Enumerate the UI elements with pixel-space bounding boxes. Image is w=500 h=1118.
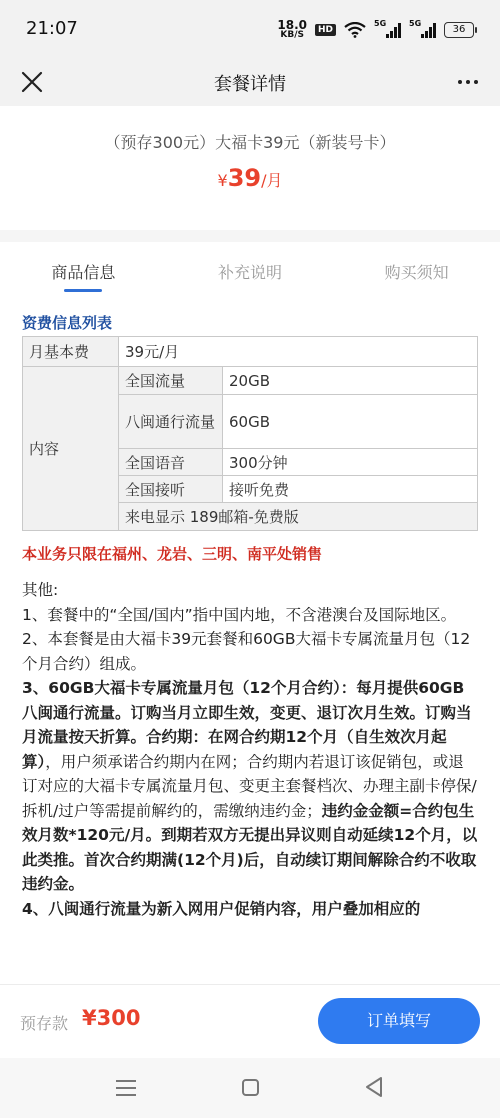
status-time: 21:07 bbox=[26, 18, 78, 39]
table-cell: 全国接听 bbox=[119, 476, 223, 503]
home-icon[interactable] bbox=[242, 1079, 259, 1096]
fee-table bbox=[22, 336, 478, 531]
table-row bbox=[23, 337, 478, 367]
notes-normal-text: ，用户须承诺合约期内在网；合约期内若退订该促销包，或退订对应的大福卡专属流量月包、变更主套餐档次、办理主副卡停保/拆机/过户等需提前解约的，需缴纳违约金； bbox=[22, 752, 477, 820]
table-cell: 接听免费 bbox=[223, 476, 478, 503]
wifi-icon bbox=[344, 22, 366, 38]
menu-icon[interactable] bbox=[116, 1080, 136, 1096]
system-nav-bar bbox=[0, 1058, 500, 1118]
notes-text bbox=[22, 578, 478, 921]
more-icon bbox=[466, 80, 470, 84]
signal-tag: 5G bbox=[409, 19, 422, 28]
tab-purchase-notice[interactable]: 购买须知 bbox=[384, 263, 449, 282]
status-icons bbox=[277, 18, 474, 42]
tab-supplementary[interactable]: 补充说明 bbox=[218, 263, 283, 282]
price-value: 39 bbox=[227, 164, 262, 192]
price-unit: /月 bbox=[261, 171, 283, 190]
network-speed bbox=[277, 20, 307, 40]
table-row bbox=[23, 367, 478, 395]
table-cell: 20GB bbox=[223, 367, 478, 395]
fee-table-title: 资费信息列表 bbox=[22, 314, 113, 332]
notes-item: 2、本套餐是由大福卡39元套餐和60GB大福卡专属流量月包（12个月合约）组成。 bbox=[22, 630, 471, 673]
more-button[interactable] bbox=[450, 64, 486, 100]
signal-tag: 5G bbox=[374, 19, 387, 28]
table-cell: 八闽通行流量 bbox=[119, 395, 223, 449]
signal-icon bbox=[409, 19, 436, 38]
tab-product-info[interactable]: 商品信息 bbox=[0, 242, 167, 294]
table-cell: 月基本费 bbox=[23, 337, 119, 367]
table-cell: 39元/月 bbox=[119, 337, 478, 367]
notes-heading: 其他: bbox=[22, 581, 59, 599]
more-icon bbox=[474, 80, 478, 84]
back-icon[interactable] bbox=[364, 1076, 384, 1098]
notes-bold-text: 违约金金额=合约包生效月数*120元/月。到期若双方无提出异议则自动延续12个月，以此类推。首次合约期满(12个月)后，自动续订期间解除合约不收取违约金。 bbox=[22, 801, 478, 893]
table-cell: 300分钟 bbox=[223, 449, 478, 476]
product-name: （预存300元）大福卡39元（新装号卡） bbox=[104, 133, 396, 152]
order-fill-button[interactable]: 订单填写 bbox=[318, 998, 480, 1044]
table-cell: 全国语音 bbox=[119, 449, 223, 476]
more-icon bbox=[458, 80, 462, 84]
table-cell: 内容 bbox=[23, 367, 119, 531]
page-title: 套餐详情 bbox=[214, 74, 286, 95]
deposit-label: 预存款 bbox=[20, 1014, 69, 1033]
status-bar bbox=[0, 0, 500, 58]
sales-restriction: 本业务只限在福州、龙岩、三明、南平处销售 bbox=[22, 545, 323, 563]
network-speed-unit: KB/S bbox=[280, 30, 304, 40]
product-summary bbox=[0, 106, 500, 230]
section-divider bbox=[0, 230, 500, 242]
notes-item bbox=[22, 676, 478, 897]
product-info-content[interactable] bbox=[0, 294, 500, 984]
table-cell: 来电显示 189邮箱-免费版 bbox=[119, 503, 478, 531]
notes-bold-text: 3、60GB大福卡专属流量月包（12个月合约）：每月提供60GB八闽通行流量。订购当月立即生效，变更、退订次月生效。订购当月流量按天折算。合约期：在网合约期12个月（自生效次月起算） bbox=[22, 679, 472, 771]
deposit-amount: ¥300 bbox=[82, 1006, 141, 1030]
tab-bar bbox=[0, 242, 500, 294]
page-header bbox=[0, 58, 500, 106]
notes-item: 1、套餐中的“全国/国内”指中国内地，不含港澳台及国际地区。 bbox=[22, 605, 457, 624]
table-cell: 全国流量 bbox=[119, 367, 223, 395]
notes-item: 4、八闽通行流量为新入网用户促销内容，用户叠加相应的 bbox=[22, 899, 421, 918]
network-speed-value: 18.0 bbox=[277, 18, 307, 32]
battery-icon: 36 bbox=[444, 22, 474, 38]
product-price bbox=[0, 164, 500, 192]
hd-icon: HD bbox=[315, 24, 336, 36]
table-cell: 60GB bbox=[223, 395, 478, 449]
bottom-action-bar bbox=[0, 984, 500, 1058]
signal-icon bbox=[374, 19, 401, 38]
price-currency: ¥ bbox=[217, 171, 228, 190]
